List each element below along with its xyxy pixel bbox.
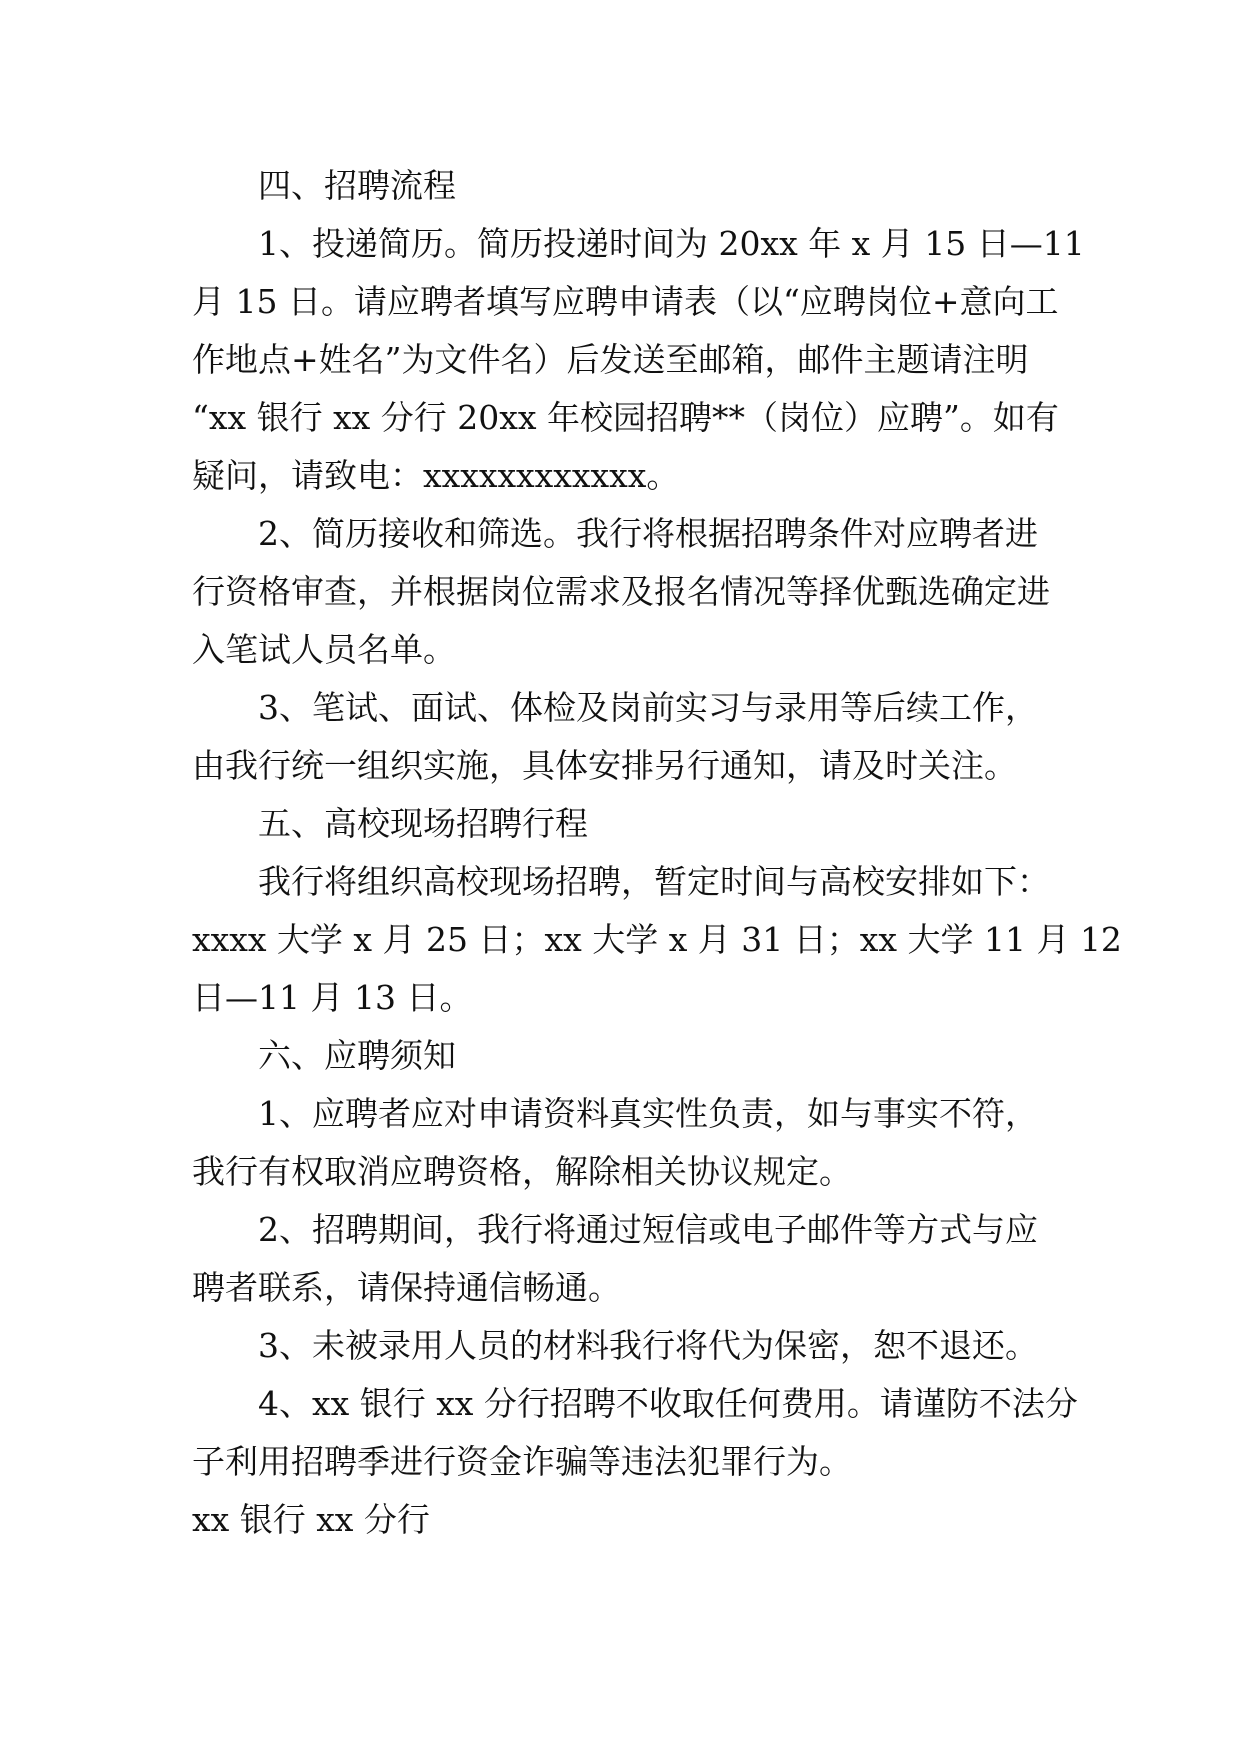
paragraph-line: 3、笔试、面试、体检及岗前实习与录用等后续工作， (258, 688, 1038, 727)
paragraph-line: 我行将组织高校现场招聘，暂定时间与高校安排如下： (258, 862, 1050, 901)
paragraph-line: 3、未被录用人员的材料我行将代为保密，恕不退还。 (258, 1326, 1038, 1365)
paragraph-line: 我行有权取消应聘资格，解除相关协议规定。 (192, 1152, 852, 1191)
paragraph-line: 1、投递简历。简历投递时间为 20xx 年 x 月 15 日—11 (258, 224, 1085, 263)
paragraph-line: 作地点+姓名”为文件名）后发送至邮箱，邮件主题请注明 (192, 340, 1029, 379)
paragraph-line: 日—11 月 13 日。 (192, 978, 473, 1017)
section-heading-campus-schedule: 五、高校现场招聘行程 (258, 804, 588, 843)
paragraph-line: 入笔试人员名单。 (192, 630, 456, 669)
paragraph-line: 2、招聘期间，我行将通过短信或电子邮件等方式与应 (258, 1210, 1038, 1249)
signature-line: xx 银行 xx 分行 (192, 1500, 430, 1539)
paragraph-line: xxxx 大学 x 月 25 日；xx 大学 x 月 31 日；xx 大学 11 月 12 (192, 920, 1122, 959)
paragraph-line: 由我行统一组织实施，具体安排另行通知，请及时关注。 (192, 746, 1017, 785)
paragraph-line: 聘者联系，请保持通信畅通。 (192, 1268, 621, 1307)
paragraph-line: 4、xx 银行 xx 分行招聘不收取任何费用。请谨防不法分 (258, 1384, 1078, 1423)
section-heading-recruitment-process: 四、招聘流程 (258, 166, 456, 205)
paragraph-line: 1、应聘者应对申请资料真实性负责，如与事实不符， (258, 1094, 1038, 1133)
paragraph-line: “xx 银行 xx 分行 20xx 年校园招聘**（岗位）应聘”。如有 (192, 398, 1059, 437)
paragraph-line: 2、简历接收和筛选。我行将根据招聘条件对应聘者进 (258, 514, 1038, 553)
paragraph-line: 疑问，请致电：xxxxxxxxxxxx。 (192, 456, 680, 495)
paragraph-line: 行资格审查，并根据岗位需求及报名情况等择优甄选确定进 (192, 572, 1050, 611)
paragraph-line: 子利用招聘季进行资金诈骗等违法犯罪行为。 (192, 1442, 852, 1481)
section-heading-application-notes: 六、应聘须知 (258, 1036, 456, 1075)
paragraph-line: 月 15 日。请应聘者填写应聘申请表（以“应聘岗位+意向工 (192, 282, 1059, 321)
